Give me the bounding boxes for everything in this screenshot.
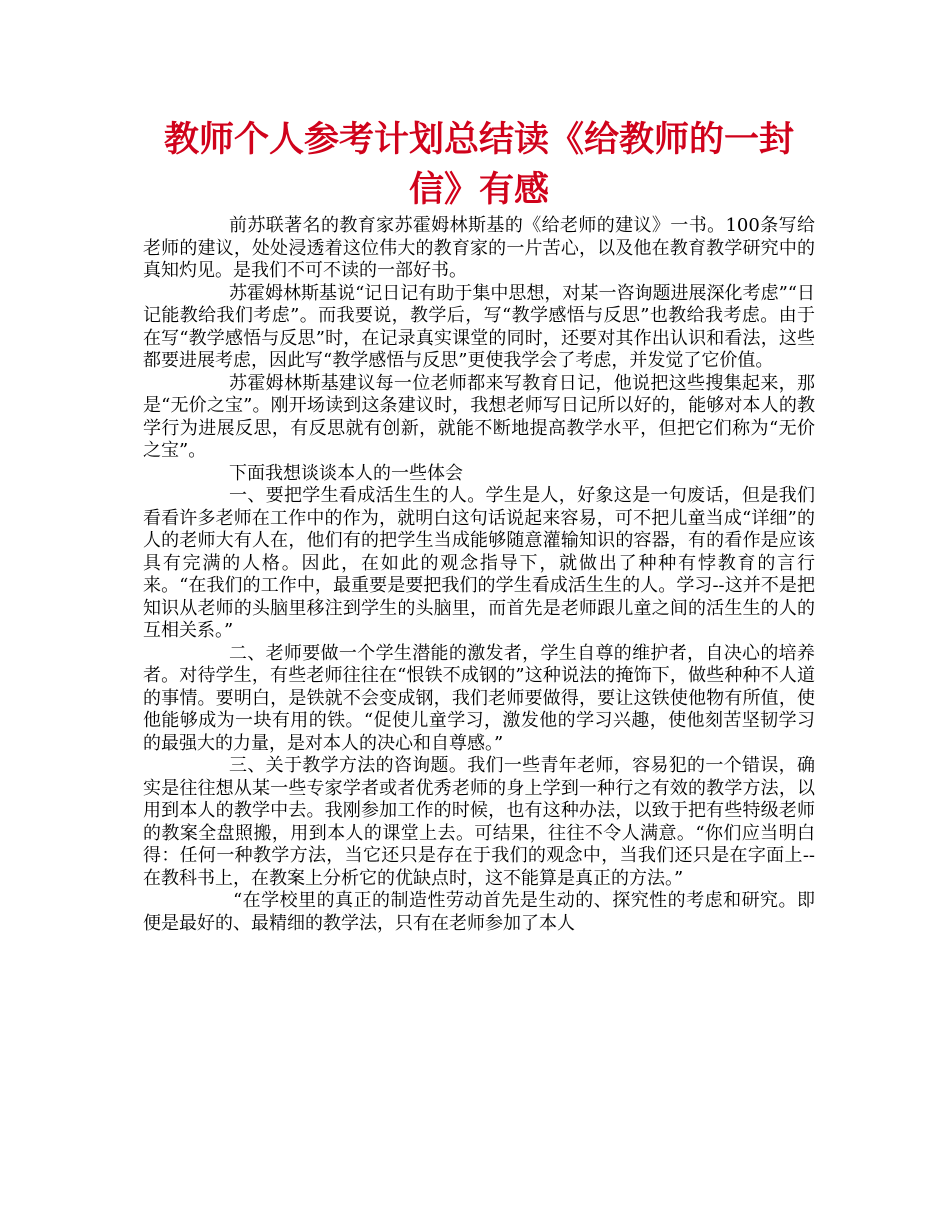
paragraph-quote: “在学校里的真正的制造性劳动首先是生动的、探究性的考虑和研究。即便是最好的、最精细的教学法，只有在老师参加了本人	[143, 890, 815, 934]
paragraph-intro: 前苏联著名的教育家苏霍姆林斯基的《给老师的建议》一书。100条写给老师的建议，处处浸透着这位伟大的教育家的一片苦心，以及他在教育教学研究中的真知灼见。是我们不可不读的一部好书。	[143, 215, 815, 281]
document-body	[143, 215, 815, 935]
paragraph-point-three: 三、关于教学方法的咨询题。我们一些青年老师，容易犯的一个错误，确实是往往想从某一些专家学者或者优秀老师的身上学到一种行之有效的教学方法，以用到本人的教学中去。我刚参加工作的时候，也有这种办法，以致于把有些特级老师的教案全盘照搬，用到本人的课堂上去。可结果，往往不令人满意。“你们应当明白得：任何一种教学方法，当它还只是存在于我们的观念中，当我们还只是在字面上--在教科书上，在教案上分析它的优缺点时，这不能算是真正的方法。”	[143, 755, 815, 889]
paragraph-diary-thinking: 苏霍姆林斯基说“记日记有助于集中思想，对某一咨询题进展深化考虑”“日记能教给我们考虑”。而我要说，教学后，写“教学感悟与反思”也教给我考虑。由于在写“教学感悟与反思”时，在记录真实课堂的同时，还要对其作出认识和看法，这些都要进展考虑，因此写“教学感悟与反思”更使我学会了考虑，并发觉了它价值。	[143, 282, 815, 371]
paragraph-point-two: 二、老师要做一个学生潜能的激发者，学生自尊的维护者，自决心的培养者。对待学生，有些老师往往在“恨铁不成钢的”这种说法的掩饰下，做些种种不人道的事情。要明白，是铁就不会变成钢，我们老师要做得，要让这铁使他物有所值，使他能够成为一块有用的铁。“促使儿童学习，激发他的学习兴趣，使他刻苦坚韧学习的最强大的力量，是对本人的决心和自尊感。”	[143, 642, 815, 754]
document-title: 教师个人参考计划总结读《给教师的一封信》有感	[163, 120, 794, 210]
paragraph-diary-treasure: 苏霍姆林斯基建议每一位老师都来写教育日记，他说把这些搜集起来，那是“无价之宝”。刚开场读到这条建议时，我想老师写日记所以好的，能够对本人的教学行为进展反思，有反思就有创新，就能不断地提高教学水平，但把它们称为“无价之宝”。	[143, 372, 815, 461]
paragraph-point-one: 一、要把学生看成活生生的人。学生是人，好象这是一句废话，但是我们看看许多老师在工作中的作为，就明白这句话说起来容易，可不把儿童当成“详细”的人的老师大有人在，他们有的把学生当成能够随意灌输知识的容器，有的看作是应该具有完满的人格。因此，在如此的观念指导下，就做出了种种有悖教育的言行来。“在我们的工作中，最重要是要把我们的学生看成活生生的人。学习--这并不是把知识从老师的头脑里移注到学生的头脑里，而首先是老师跟儿童之间的活生生的人的互相关系。”	[143, 485, 815, 641]
paragraph-experience-heading: 下面我想谈谈本人的一些体会	[229, 462, 463, 484]
document-page	[143, 115, 815, 935]
